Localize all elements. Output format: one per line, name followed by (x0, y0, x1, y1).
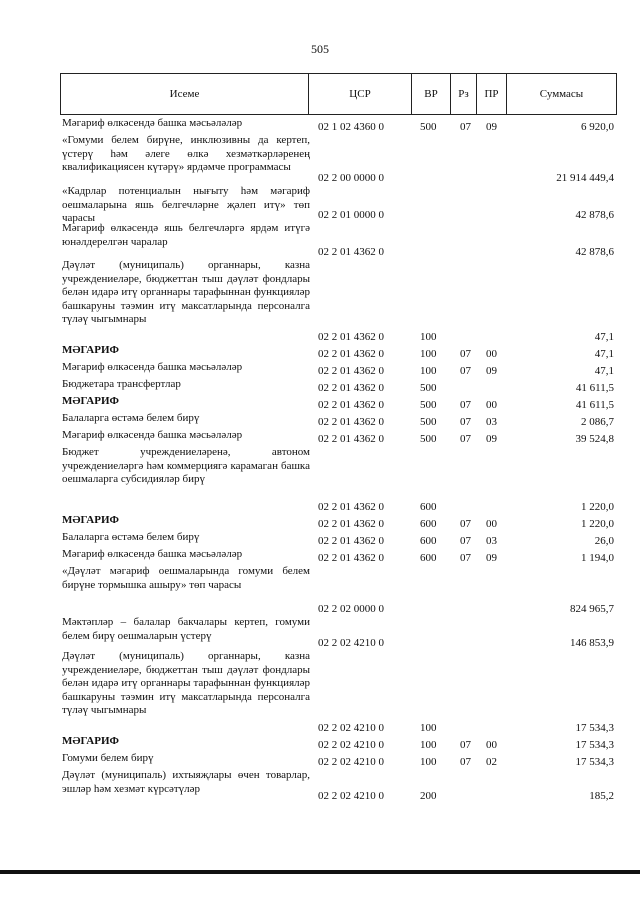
row-vr: 100 (420, 721, 437, 734)
row-rz: 07 (460, 738, 471, 751)
row-csr: 02 2 01 4362 0 (318, 551, 384, 564)
row-rz: 07 (460, 398, 471, 411)
table-row (62, 735, 616, 752)
row-sum: 21 914 449,4 (556, 171, 614, 184)
row-pr: 03 (486, 415, 497, 428)
table-row (62, 378, 616, 395)
row-pr: 09 (486, 120, 497, 133)
row-sum: 1 220,0 (581, 500, 614, 513)
row-vr: 600 (420, 500, 437, 513)
table-row (62, 514, 616, 531)
row-csr: 02 2 01 0000 0 (318, 208, 384, 221)
row-csr: 02 2 01 4362 0 (318, 500, 384, 513)
header-rz: Рз (451, 74, 477, 114)
table-row (62, 134, 616, 185)
row-csr: 02 2 02 4210 0 (318, 738, 384, 751)
row-vr: 100 (420, 330, 437, 343)
table-row (62, 344, 616, 361)
row-csr: 02 2 02 4210 0 (318, 789, 384, 802)
row-name: МӘГАРИФ (62, 344, 119, 356)
row-sum: 26,0 (594, 534, 614, 547)
row-sum: 41 611,5 (575, 398, 614, 411)
table-row (62, 412, 616, 429)
table-header (60, 73, 617, 115)
header-vr: ВР (412, 74, 451, 114)
row-sum: 41 611,5 (575, 381, 614, 394)
row-sum: 47,1 (594, 347, 614, 360)
row-name: «Гомуми белем бирүне, инклюзивны да кертеп, үстерү һәм әлеге өлкә хезмәткәрләренең квалификациясен күтәрү» ярдәмче программасы (62, 134, 310, 173)
row-name: Бюджетара трансфертлар (62, 378, 181, 390)
row-rz: 07 (460, 432, 471, 445)
row-vr: 500 (420, 432, 437, 445)
row-sum: 2 086,7 (581, 415, 614, 428)
row-csr: 02 2 02 4210 0 (318, 721, 384, 734)
table-row (62, 565, 616, 616)
row-csr: 02 2 01 4362 0 (318, 517, 384, 530)
row-csr: 02 2 01 4362 0 (318, 534, 384, 547)
row-name: Бюджет учреждениеләренә, автоном учреждениеләргә һәм коммерциягә карамаган башка оешмаларга субсидияләр бирү (62, 446, 310, 485)
row-sum: 17 534,3 (575, 721, 614, 734)
page-number: 505 (311, 42, 329, 56)
row-rz: 07 (460, 534, 471, 547)
row-pr: 00 (486, 398, 497, 411)
table-row (62, 548, 616, 565)
row-pr: 00 (486, 517, 497, 530)
header-pr: ПР (477, 74, 507, 114)
row-vr: 100 (420, 364, 437, 377)
row-name: Балаларга өстәмә белем бирү (62, 531, 200, 543)
row-vr: 500 (420, 381, 437, 394)
row-sum: 1 220,0 (581, 517, 614, 530)
table-row (62, 361, 616, 378)
row-csr: 02 2 01 4362 0 (318, 398, 384, 411)
header-sum: Суммасы (507, 74, 617, 114)
row-vr: 600 (420, 551, 437, 564)
row-rz: 07 (460, 755, 471, 768)
table-row (62, 222, 616, 259)
row-sum: 185,2 (589, 789, 614, 802)
row-pr: 09 (486, 364, 497, 377)
row-pr: 09 (486, 432, 497, 445)
table-row (62, 429, 616, 446)
row-sum: 47,1 (594, 364, 614, 377)
row-csr: 02 2 02 4210 0 (318, 636, 384, 649)
row-sum: 42 878,6 (575, 208, 614, 221)
row-name: Дәүләт (муниципаль) органнары, казна учреждениеләре, бюджеттан тыш дәүләт фондлары белән идарә итү органнары тарафыннан функцияләр башкаруны тәэмин итү максатларында персоналга түләү чыгымнары (62, 259, 310, 325)
row-sum: 47,1 (594, 330, 614, 343)
row-sum: 17 534,3 (575, 738, 614, 751)
row-sum: 42 878,6 (575, 245, 614, 258)
row-csr: 02 2 01 4362 0 (318, 330, 384, 343)
row-name: Дәүләт (муниципаль) ихтыяҗлары өчен товарлар, эшләр һәм хезмәт күрсәтүләр (62, 769, 310, 795)
row-name: Мәгариф өлкәсендә башка мәсьәләләр (62, 548, 243, 560)
row-name: Мәгариф өлкәсендә башка мәсьәләләр (62, 429, 243, 441)
row-csr: 02 2 01 4362 0 (318, 364, 384, 377)
row-rz: 07 (460, 415, 471, 428)
row-vr: 500 (420, 120, 437, 133)
row-csr: 02 2 01 4362 0 (318, 432, 384, 445)
table-row (62, 259, 616, 344)
row-sum: 824 965,7 (570, 602, 614, 615)
row-name: Мәгариф өлкәсендә яшь белгечләргә ярдәм итүгә юнәлдерелгән чаралар (62, 222, 310, 248)
row-name: Гомуми белем бирү (62, 752, 154, 764)
row-rz: 07 (460, 347, 471, 360)
row-pr: 09 (486, 551, 497, 564)
row-sum: 6 920,0 (581, 120, 614, 133)
row-vr: 100 (420, 755, 437, 768)
row-name: Мәгариф өлкәсендә башка мәсьәләләр (62, 117, 243, 129)
row-name: «Кадрлар потенциалын нығыту һәм мәгариф оешмаларына яшь белгечләрне җәлеп итү» төп чарасы (62, 185, 310, 224)
row-rz: 07 (460, 120, 471, 133)
row-rz: 07 (460, 517, 471, 530)
row-csr: 02 2 02 0000 0 (318, 602, 384, 615)
row-vr: 500 (420, 398, 437, 411)
row-sum: 146 853,9 (570, 636, 614, 649)
row-name: Дәүләт (муниципаль) органнары, казна учреждениеләре, бюджеттан тыш дәүләт фондлары белән идарә итү органнары тарафыннан функцияләр башкаруны тәэмин итү максатларында персоналга түләү чыгымнары (62, 650, 310, 716)
row-sum: 17 534,3 (575, 755, 614, 768)
table-row (62, 395, 616, 412)
row-name: Балаларга өстәмә белем бирү (62, 412, 200, 424)
row-rz: 07 (460, 364, 471, 377)
table-row (62, 446, 616, 514)
table-body (62, 117, 616, 803)
row-pr: 02 (486, 755, 497, 768)
row-pr: 03 (486, 534, 497, 547)
row-vr: 100 (420, 347, 437, 360)
row-csr: 02 1 02 4360 0 (318, 120, 384, 133)
table-row (62, 769, 616, 803)
row-csr: 02 2 02 4210 0 (318, 755, 384, 768)
row-vr: 200 (420, 789, 437, 802)
row-csr: 02 2 01 4362 0 (318, 245, 384, 258)
row-sum: 1 194,0 (581, 551, 614, 564)
row-name: МӘГАРИФ (62, 735, 119, 747)
header-name: Исеме (61, 74, 309, 114)
table-row (62, 185, 616, 222)
row-pr: 00 (486, 347, 497, 360)
row-csr: 02 2 00 0000 0 (318, 171, 384, 184)
table-row (62, 752, 616, 769)
row-name: МӘГАРИФ (62, 395, 119, 407)
row-vr: 600 (420, 534, 437, 547)
table-row (62, 531, 616, 548)
row-csr: 02 2 01 4362 0 (318, 381, 384, 394)
page-bottom-edge (0, 870, 640, 874)
table-row (62, 117, 616, 134)
table-row (62, 616, 616, 650)
row-sum: 39 524,8 (575, 432, 614, 445)
row-pr: 00 (486, 738, 497, 751)
row-rz: 07 (460, 551, 471, 564)
row-vr: 100 (420, 738, 437, 751)
row-vr: 600 (420, 517, 437, 530)
table-row (62, 650, 616, 735)
header-csr: ЦСР (309, 74, 412, 114)
row-csr: 02 2 01 4362 0 (318, 347, 384, 360)
row-csr: 02 2 01 4362 0 (318, 415, 384, 428)
row-name: МӘГАРИФ (62, 514, 119, 526)
row-name: Мәгариф өлкәсендә башка мәсьәләләр (62, 361, 243, 373)
row-vr: 500 (420, 415, 437, 428)
row-name: Мәктәпләр – балалар бакчалары кертеп, гомуми белем бирү оешмаларын үстерү (62, 616, 310, 642)
row-name: «Дәүләт мәгариф оешмаларында гомуми белем бирүне тормышка ашыру» төп чарасы (62, 565, 310, 591)
